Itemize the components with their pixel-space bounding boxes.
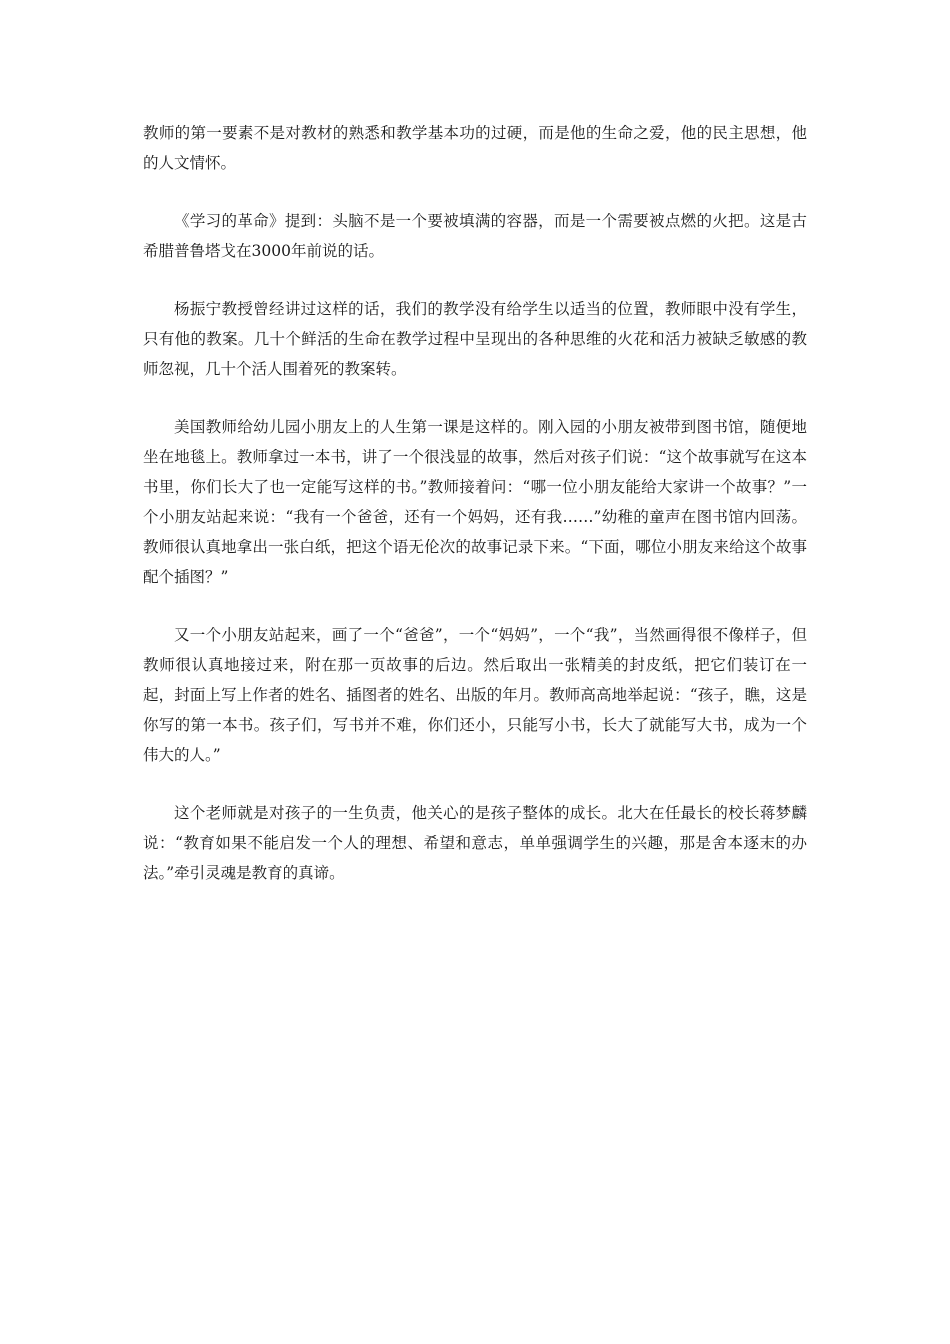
paragraph-learning-revolution: 《学习的革命》提到：头脑不是一个要被填满的容器，而是一个需要被点燃的火把。这是古希腊普鲁塔戈在3000年前说的话。 <box>143 212 807 260</box>
paragraph-first-book: 又一个小朋友站起来，画了一个“爸爸”，一个“妈妈”，一个“我”，当然画得很不像样子，但教师很认真地接过来，附在那一页故事的后边。然后取出一张精美的封皮纸，把它们装订在一起，封面上写上作者的姓名、插图者的姓名、出版的年月。教师高高地举起说：“孩子，瞧，这是你写的第一本书。孩子们，写书并不难，你们还小，只能写小书，长大了就能写大书，成为一个伟大的人。” <box>143 626 807 764</box>
paragraph-american-teacher: 美国教师给幼儿园小朋友上的人生第一课是这样的。刚入园的小朋友被带到图书馆，随便地坐在地毯上。教师拿过一本书，讲了一个很浅显的故事，然后对孩子们说：“这个故事就写在这本书里，你们长大了也一定能写这样的书。”教师接着问：“哪一位小朋友能给大家讲一个故事？”一个小朋友站起来说：“我有一个爸爸，还有一个妈妈，还有我……”幼稚的童声在图书馆内回荡。教师很认真地拿出一张白纸，把这个语无伦次的故事记录下来。“下面，哪位小朋友来给这个故事配个插图？” <box>143 418 807 586</box>
paragraph-soul-guidance: 这个老师就是对孩子的一生负责，他关心的是孩子整体的成长。北大在任最长的校长蒋梦麟说：“教育如果不能启发一个人的理想、希望和意志，单单强调学生的兴趣，那是舍本逐末的办法。”牵引灵魂是教育的真谛。 <box>143 804 807 882</box>
document-body <box>143 118 807 916</box>
paragraph-yang-zhenning: 杨振宁教授曾经讲过这样的话，我们的教学没有给学生以适当的位置，教师眼中没有学生，只有他的教案。几十个鲜活的生命在教学过程中呈现出的各种思维的火花和活力被缺乏敏感的教师忽视，几十个活人围着死的教案转。 <box>143 300 807 378</box>
paragraph-teacher-essentials: 教师的第一要素不是对教材的熟悉和教学基本功的过硬，而是他的生命之爱，他的民主思想，他的人文情怀。 <box>143 124 807 172</box>
